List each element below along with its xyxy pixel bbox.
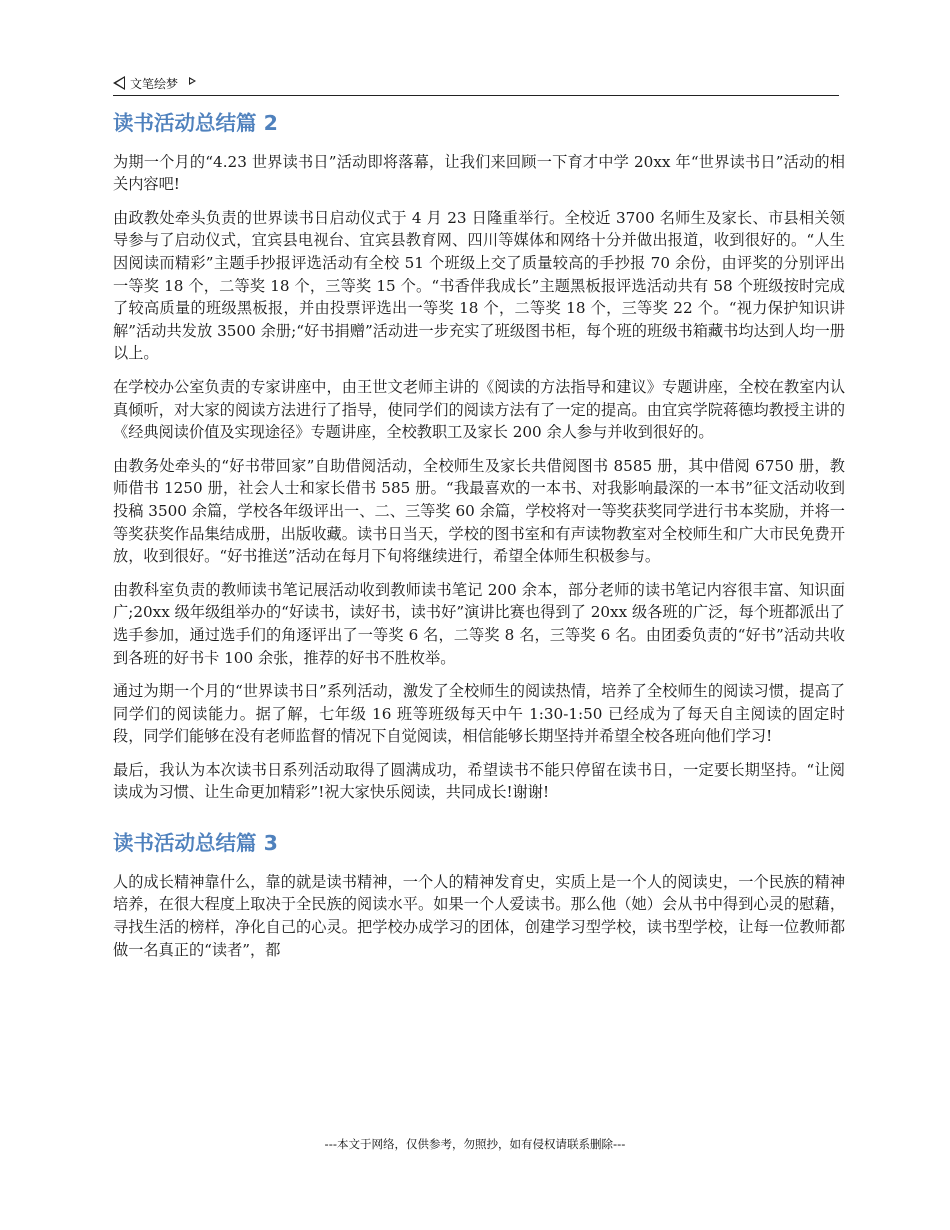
paragraph: 为期一个月的“4.23 世界读书日”活动即将落幕，让我们来回顾一下育才中学 20xx 年“世界读书日”活动的相关内容吧! xyxy=(113,152,845,194)
paragraph: 由教务处牵头的“好书带回家”自助借阅活动，全校师生及家长共借阅图书 8585 册，其中借阅 6750 册，教师借书 1250 册，社会人士和家长借书 585 册。“我最喜欢的一本书、对我影响最深的一本书”征文活动收到投稿 3500 余篇，学校各年级评出一、二、三等奖 60 余篇，学校将对一等奖获奖同学进行书本奖励，并将一等奖获奖作品集结成册，出版收藏。读书日当天，学校的图书室和有声读物教室对全校师生和广大市民免费开放，收到很好。“好书推送”活动在每月下旬将继续进行，希望全体师生积极参与。 xyxy=(113,456,845,566)
triangle-left-outline-icon xyxy=(113,76,125,90)
footer-disclaimer: ---本文于网络，仅供参考，勿照抄，如有侵权请联系删除--- xyxy=(324,1137,626,1151)
header-brand xyxy=(113,73,196,93)
section-title-3: 读书活动总结篇 3 xyxy=(113,831,278,856)
document-body xyxy=(113,110,845,972)
paragraph: 人的成长精神靠什么，靠的就是读书精神，一个人的精神发育史，实质上是一个人的阅读史，一个民族的精神培养，在很大程度上取决于全民族的阅读水平。如果一个人爱读书。那么他（她）会从书中得到心灵的慰藉，寻找生活的榜样，净化自己的心灵。把学校办成学习的团体，创建学习型学校，读书型学校，让每一位教师都做一名真正的“读者”，都 xyxy=(113,872,845,959)
paragraph: 最后，我认为本次读书日系列活动取得了圆满成功，希望读书不能只停留在读书日，一定要长期坚持。“让阅读成为习惯、让生命更加精彩”!祝大家快乐阅读，共同成长!谢谢! xyxy=(113,760,845,802)
paragraph: 由政教处牵头负责的世界读书日启动仪式于 4 月 23 日隆重举行。全校近 3700 名师生及家长、市县相关领导参与了启动仪式，宜宾县电视台、宜宾县教育网、四川等媒体和网络十分并做出报道，收到很好的。“人生因阅读而精彩”主题手抄报评选活动有全校 51 个班级上交了质量较高的手抄报 70 余份，由评奖的分别评出一等奖 18 个，二等奖 18 个，三等奖 15 个。“书香伴我成长”主题黑板报评选活动共有 58 个班级按时完成了较高质量的班级黑板报，并由投票评选出一等奖 18 个，二等奖 18 个，三等奖 22 个。“视力保护知识讲解”活动共发放 3500 余册;“好书捐赠”活动进一步充实了班级图书柜，每个班的班级书箱藏书均达到人均一册以上。 xyxy=(113,208,845,363)
paragraph: 在学校办公室负责的专家讲座中，由王世文老师主讲的《阅读的方法指导和建议》专题讲座，全校在教室内认真倾听，对大家的阅读方法进行了指导，使同学们的阅读方法有了一定的提高。由宜宾学院蒋德均教授主讲的《经典阅读价值及实现途径》专题讲座，全校教职工及家长 200 余人参与并收到很好的。 xyxy=(113,377,845,442)
header-brand-text: 文笔绘梦 xyxy=(130,76,179,91)
page-header xyxy=(113,70,839,96)
paragraph: 由教科室负责的教师读书笔记展活动收到教师读书笔记 200 余本，部分老师的读书笔记内容很丰富、知识面广;20xx 级年级组举办的“好读书，读好书，读书好”演讲比赛也得到了 20xx 级各班的广泛，每个班都派出了选手参加，通过选手们的角逐评出了一等奖 6 名，二等奖 8 名，三等奖 6 名。由团委负责的“好书”活动共收到各班的好书卡 100 余张，推荐的好书不胜枚举。 xyxy=(113,580,845,667)
section-title-2: 读书活动总结篇 2 xyxy=(113,111,278,135)
paragraph: 通过为期一个月的“世界读书日”系列活动，激发了全校师生的阅读热情，培养了全校师生的阅读习惯，提高了同学们的阅读能力。据了解，七年级 16 班等班级每天中午 1:30-1:50 已经成为了每天自主阅读的固定时段，同学们能够在没有老师监督的情况下自觉阅读，相信能够长期坚持并希望全校各班向他们学习! xyxy=(113,682,845,746)
triangle-right-small-icon xyxy=(189,77,196,85)
